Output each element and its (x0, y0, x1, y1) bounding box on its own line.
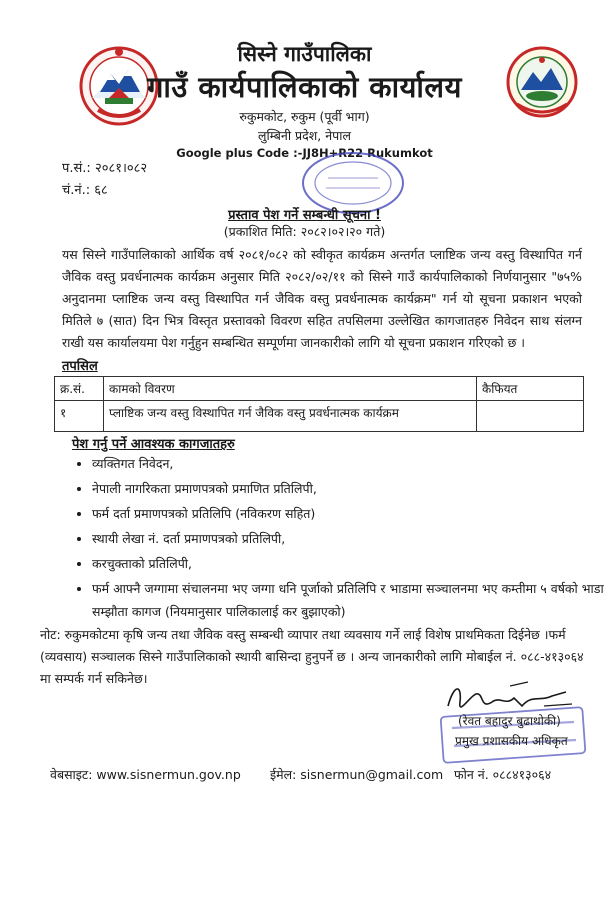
col-header-description: कामको विवरण (104, 377, 477, 401)
letter-number: प.सं.: २०८१।०८२ (62, 161, 148, 176)
list-item: • करचुक्ताको प्रतिलिपी, (92, 552, 609, 575)
plus-code: Google plus Code :-JJ8H+R22 Rukumkot (176, 146, 433, 160)
tapsil-heading: तपसिल (62, 359, 98, 374)
address-line-2: लुम्बिनी प्रदेश, नेपाल (257, 128, 351, 143)
footer-website: वेबसाइट: www.sisnermun.gov.np (50, 767, 241, 782)
address-line-1: रुकुमकोट, रुकुम (पूर्वी भाग) (239, 109, 370, 124)
list-item: • फर्म दर्ता प्रमाणपत्रको प्रतिलिपि (नविकरण सहित) (92, 502, 609, 525)
table-header-row (55, 377, 584, 401)
cell-sn: १ (55, 401, 104, 432)
notice-subject: प्रस्ताव पेश गर्ने सम्बन्धी सूचना ! (228, 208, 381, 223)
notice-body: यस सिस्ने गाउँपालिकाको आर्थिक वर्ष २०८१/०८२ को स्वीकृत कार्यक्रम अन्तर्गत प्लाष्टिक जन्य वस्तु विस्थापित गर्न जैविक वस्तु प्रवर्धनात्मक कार्यक्रम अनुसार मिति २०८२/०२/११ को सिस्ने गाउँ कार्यपालिकाको निर्णयानुसार "७५% अनुदानमा प्लाष्टिक जन्य वस्तु विस्थापित गर्न जैविक वस्तु प्रवर्धनात्मक कार्यक्रम" गर्न यो सूचना प्रकाशन भएको मितिले ७ (सात) दिन भित्र विस्तृत प्रस्तावको विवरण सहित तपसिलमा उल्लेखित कागजातहरु निवेदन साथ संलग्न राखी यस कार्यालयमा पेश गर्नुहुन सम्बन्धित सम्पूर्णमा जानकारीको लागि यो सूचना प्रकाशन गरिएको छ । (62, 247, 582, 350)
list-item: • नेपाली नागरिकता प्रमाणपत्रको प्रमाणित प्रतिलिपी, (92, 477, 609, 500)
cell-remarks (477, 401, 584, 432)
list-item: • व्यक्तिगत निवेदन, (92, 452, 609, 475)
list-item: • स्थायी लेखा नं. दर्ता प्रमाणपत्रको प्रतिलिपी, (92, 527, 609, 550)
documents-list (58, 452, 609, 625)
cell-description: प्लाष्टिक जन्य वस्तु विस्थापित गर्न जैविक वस्तु प्रवर्धनात्मक कार्यक्रम (104, 401, 477, 432)
program-table (54, 376, 584, 432)
published-date: (प्रकाशित मिति: २०८२।०२।२० गते) (223, 224, 386, 239)
list-item: • फर्म आफ्नै जग्गामा संचालनमा भए जग्गा धनि पूर्जाको प्रतिलिपि र भाडामा सञ्चालनमा भए कम्तीमा ५ वर्षको भाडा सम्झौता कागज (नियमानुसार पालिकालाई कर बुझाएको) (92, 577, 609, 623)
signatory-name: (रेवत बहादुर बुढाथोकी) (458, 714, 561, 728)
footer-email: ईमेल: sisnermun@gmail.com (270, 767, 444, 782)
footer-phone: फोन नं. ०८८४१३०६४ (454, 767, 552, 782)
office-name: सिस्ने गाउँपालिका (237, 42, 372, 66)
col-header-remarks: कैफियत (477, 377, 584, 401)
note-text: नोट: रुकुमकोटमा कृषि जन्य तथा जैविक वस्तु सम्बन्धी व्यापार तथा व्यवसाय गर्ने लाई विशेष प्राथमिकता दिईनेछ ।फर्म (व्यवसाय) सञ्चालक सिस्ने गाउँपालिकाको स्थायी बासिन्दा हुनुपर्ने छ । अन्य जानकारीको लागि मोबाईल नं. ०८८-४१३०६४ मा सम्पर्क गर्न सकिनेछ। (40, 627, 584, 686)
signatory-role: प्रमुख प्रशासकीय अधिकृत (455, 734, 568, 748)
dispatch-number: चं.नं.: ६८ (62, 183, 108, 198)
table-row (55, 401, 584, 432)
page-title: गाउँ कार्यपालिकाको कार्यालय (147, 70, 462, 104)
documents-heading: पेश गर्नु पर्ने आवश्यक कागजातहरु (72, 437, 235, 452)
col-header-sn: क्र.सं. (55, 377, 104, 401)
